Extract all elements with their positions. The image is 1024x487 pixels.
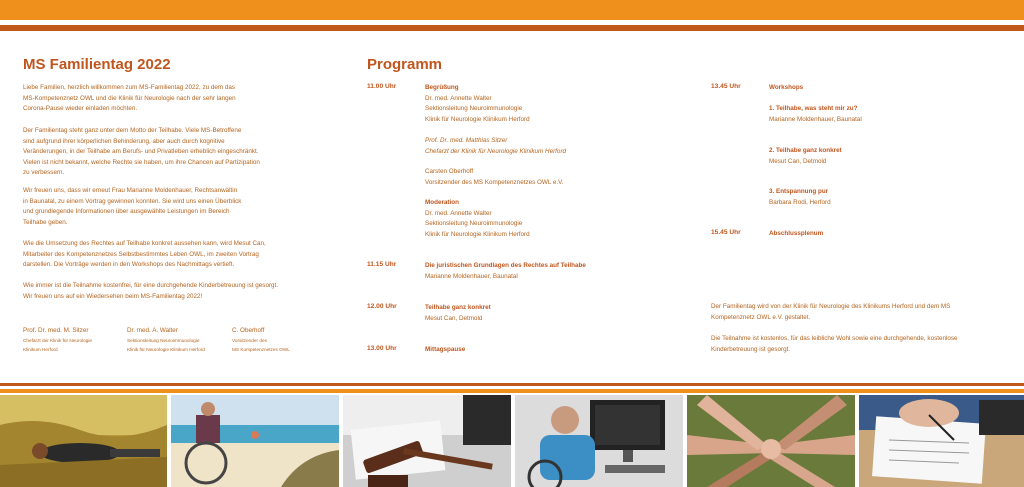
top-dark-band [0, 25, 1024, 31]
intro-paragraph-1 [23, 83, 323, 115]
text-line: Dr. med. Annette Walter [425, 94, 492, 102]
photo-strip [0, 395, 1024, 487]
text-line: Der Familientag wird von der Klinik für Neurologie des Klinikums Herford und dem MS [711, 303, 951, 310]
text-line: MS-Kompetenznetz OWL und die Klinik für Neurologie nach der sehr langen [23, 94, 236, 102]
workshops-heading: Workshops [769, 84, 804, 91]
text-line: Sektionsleitung Neuroimmunologie [425, 105, 523, 112]
program-heading: Moderation [425, 199, 459, 206]
program-item-begruessung [425, 83, 530, 125]
text-line: sind aufgrund ihrer körperlichen Behinderung, aber auch durch kognitive [23, 137, 225, 145]
workshop-title: 2. Teilhabe ganz konkret [769, 147, 842, 154]
text-line: Carsten Oberhoff [425, 168, 474, 175]
workshop-3 [769, 187, 831, 208]
text-line: Veränderungen, in der Teilhabe am Berufs- und Privatleben erheblich eingeschränkt. [23, 148, 259, 156]
text-line: in Baunatal, zu einem Vortrag gewinnen konnten. Sie wird uns einen Überblick [23, 197, 242, 205]
signature-sitzer [23, 326, 92, 354]
intro-paragraph-5 [23, 281, 323, 302]
woman-in-grass-photo [0, 395, 167, 487]
program-item-mittagspause [425, 345, 465, 356]
text-line: Corona-Pause wieder einladen möchten. [23, 105, 138, 113]
signing-document-photo [859, 395, 1024, 487]
time-1345: 13.45 Uhr [711, 83, 741, 90]
closing-item [769, 229, 823, 240]
workshops-block [769, 83, 803, 94]
workshop-title: 3. Entspannung pur [769, 188, 829, 195]
text-line: Der Familientag steht ganz unter dem Motto der Teilhabe. Viele MS-Betroffene [23, 127, 242, 134]
program-title: Programm [367, 56, 443, 73]
workshop-person: Marianne Moldenhauer, Baunatal [769, 115, 862, 123]
signature-affiliation: Klinik für Neurologie Klinikum Herford [127, 347, 205, 352]
signature-name: Dr. med. A. Walter [127, 327, 178, 334]
signature-role: Sektionsleitung Neuroimmunologie [127, 338, 200, 343]
page-title: MS Familientag 2022 [23, 56, 171, 73]
text-line: Wir freuen uns, dass wir erneut Frau Marianne Moldenhauer, Rechtsanwältin [23, 187, 238, 194]
text-line: Teilhabe geben. [23, 218, 68, 226]
time-1115: 11.15 Uhr [367, 261, 397, 268]
program-heading: Begrüßung [425, 84, 459, 91]
note-organizers [711, 302, 950, 323]
program-item-teilhabe [425, 303, 491, 324]
text-line: Kompetenznetz OWL e.V. gestaltet. [711, 313, 811, 321]
time-1545: 15.45 Uhr [711, 229, 741, 236]
signature-affiliation: Klinikum Herford [23, 347, 58, 352]
workshop-person: Barbara Rodi, Herford [769, 198, 831, 206]
text-line: Wir freuen uns auf ein Wiedersehen beim MS-Familientag 2022! [23, 292, 203, 300]
time-1100: 11.00 Uhr [367, 83, 397, 90]
signature-role: Chefarzt der Klinik für Neurologie [23, 338, 93, 343]
signature-role: Vorsitzender des [232, 338, 267, 343]
signature-name: Prof. Dr. med. M. Sitzer [23, 327, 89, 334]
text-line: Dr. med. Annette Walter [425, 209, 492, 217]
text-line: Die Teilnahme ist kostenlos, für das leibliche Wohl sowie eine durchgehende, kostenlose [711, 335, 958, 342]
hands-together-photo [687, 395, 855, 487]
program-heading: Die juristischen Grundlagen des Rechtes auf Teilhabe [425, 262, 586, 269]
signature-name: C. Oberhoff [232, 327, 265, 334]
gavel-photo [343, 395, 511, 487]
text-line: Sektionsleitung Neuroimmunologie [425, 220, 523, 227]
time-1300: 13.00 Uhr [367, 345, 397, 352]
divider-dark-band [0, 383, 1024, 386]
text-line: Wie die Umsetzung des Rechtes auf Teilhabe konkret aussehen kann, wird Mesut Can, [23, 240, 266, 247]
text-line: Liebe Familien, herzlich willkommen zum MS-Familientag 2022, zu dem das [23, 84, 236, 91]
text-line: Kinderbetreuung ist gesorgt. [711, 345, 791, 353]
text-line: Vielen ist nicht bekannt, welche Rechte sie haben, um ihre Chancen auf Partizipation [23, 158, 260, 166]
text-line: Mitarbeiter des Kompetenznetzes Selbstbestimmtes Leben OWL, im zweiten Vortrag [23, 250, 259, 258]
top-orange-band [0, 0, 1024, 20]
text-line: Chefarzt der Klinik für Neurologie Klinikum Herford [425, 147, 567, 155]
program-item-sitzer [425, 136, 566, 157]
text-line: Klinik für Neurologie Klinikum Herford [425, 115, 530, 123]
workshop-title: 1. Teilhabe, was steht mir zu? [769, 105, 858, 112]
text-line: zu verbessern. [23, 169, 65, 177]
time-1200: 12.00 Uhr [367, 303, 397, 310]
program-heading: Mittagspause [425, 346, 466, 353]
text-line: darstellen. Die Vorträge werden in den Workshops des Nachmittags vertieft. [23, 261, 235, 269]
text-line: Mesut Can, Detmold [425, 314, 483, 322]
intro-paragraph-3 [23, 186, 323, 228]
workshop-2 [769, 146, 842, 167]
intro-paragraph-2 [23, 126, 323, 179]
intro-paragraph-4 [23, 239, 323, 271]
text-line: und grundlegende Informationen über ausgewählte Leistungen im Bereich [23, 208, 230, 216]
closing-heading: Abschlussplenum [769, 230, 824, 237]
text-line: Marianne Moldenhauer, Baunatal [425, 272, 518, 280]
signature-oberhoff [232, 326, 290, 354]
note-participation [711, 334, 958, 355]
program-item-grundlagen [425, 261, 586, 282]
program-item-moderation [425, 198, 530, 240]
signature-walter [127, 326, 205, 354]
wheelchair-computer-photo [515, 395, 683, 487]
program-item-oberhoff [425, 167, 564, 188]
workshop-person: Mesut Can, Detmold [769, 157, 827, 165]
signature-affiliation: MS Kompetenznetzes OWL [232, 347, 290, 352]
text-line: Prof. Dr. med. Matthias Sitzer [425, 137, 508, 144]
text-line: Wie immer ist die Teilnahme kostenfrei, für eine durchgehende Kinderbetreuung ist gesorgt. [23, 282, 279, 289]
program-heading: Teilhabe ganz konkret [425, 304, 491, 311]
divider-orange-band [0, 389, 1024, 393]
wheelchair-beach-photo [171, 395, 339, 487]
text-line: Vorsitzender des MS Kompetenznetzes OWL e.V. [425, 178, 564, 186]
text-line: Klinik für Neurologie Klinikum Herford [425, 230, 530, 238]
workshop-1 [769, 104, 862, 125]
